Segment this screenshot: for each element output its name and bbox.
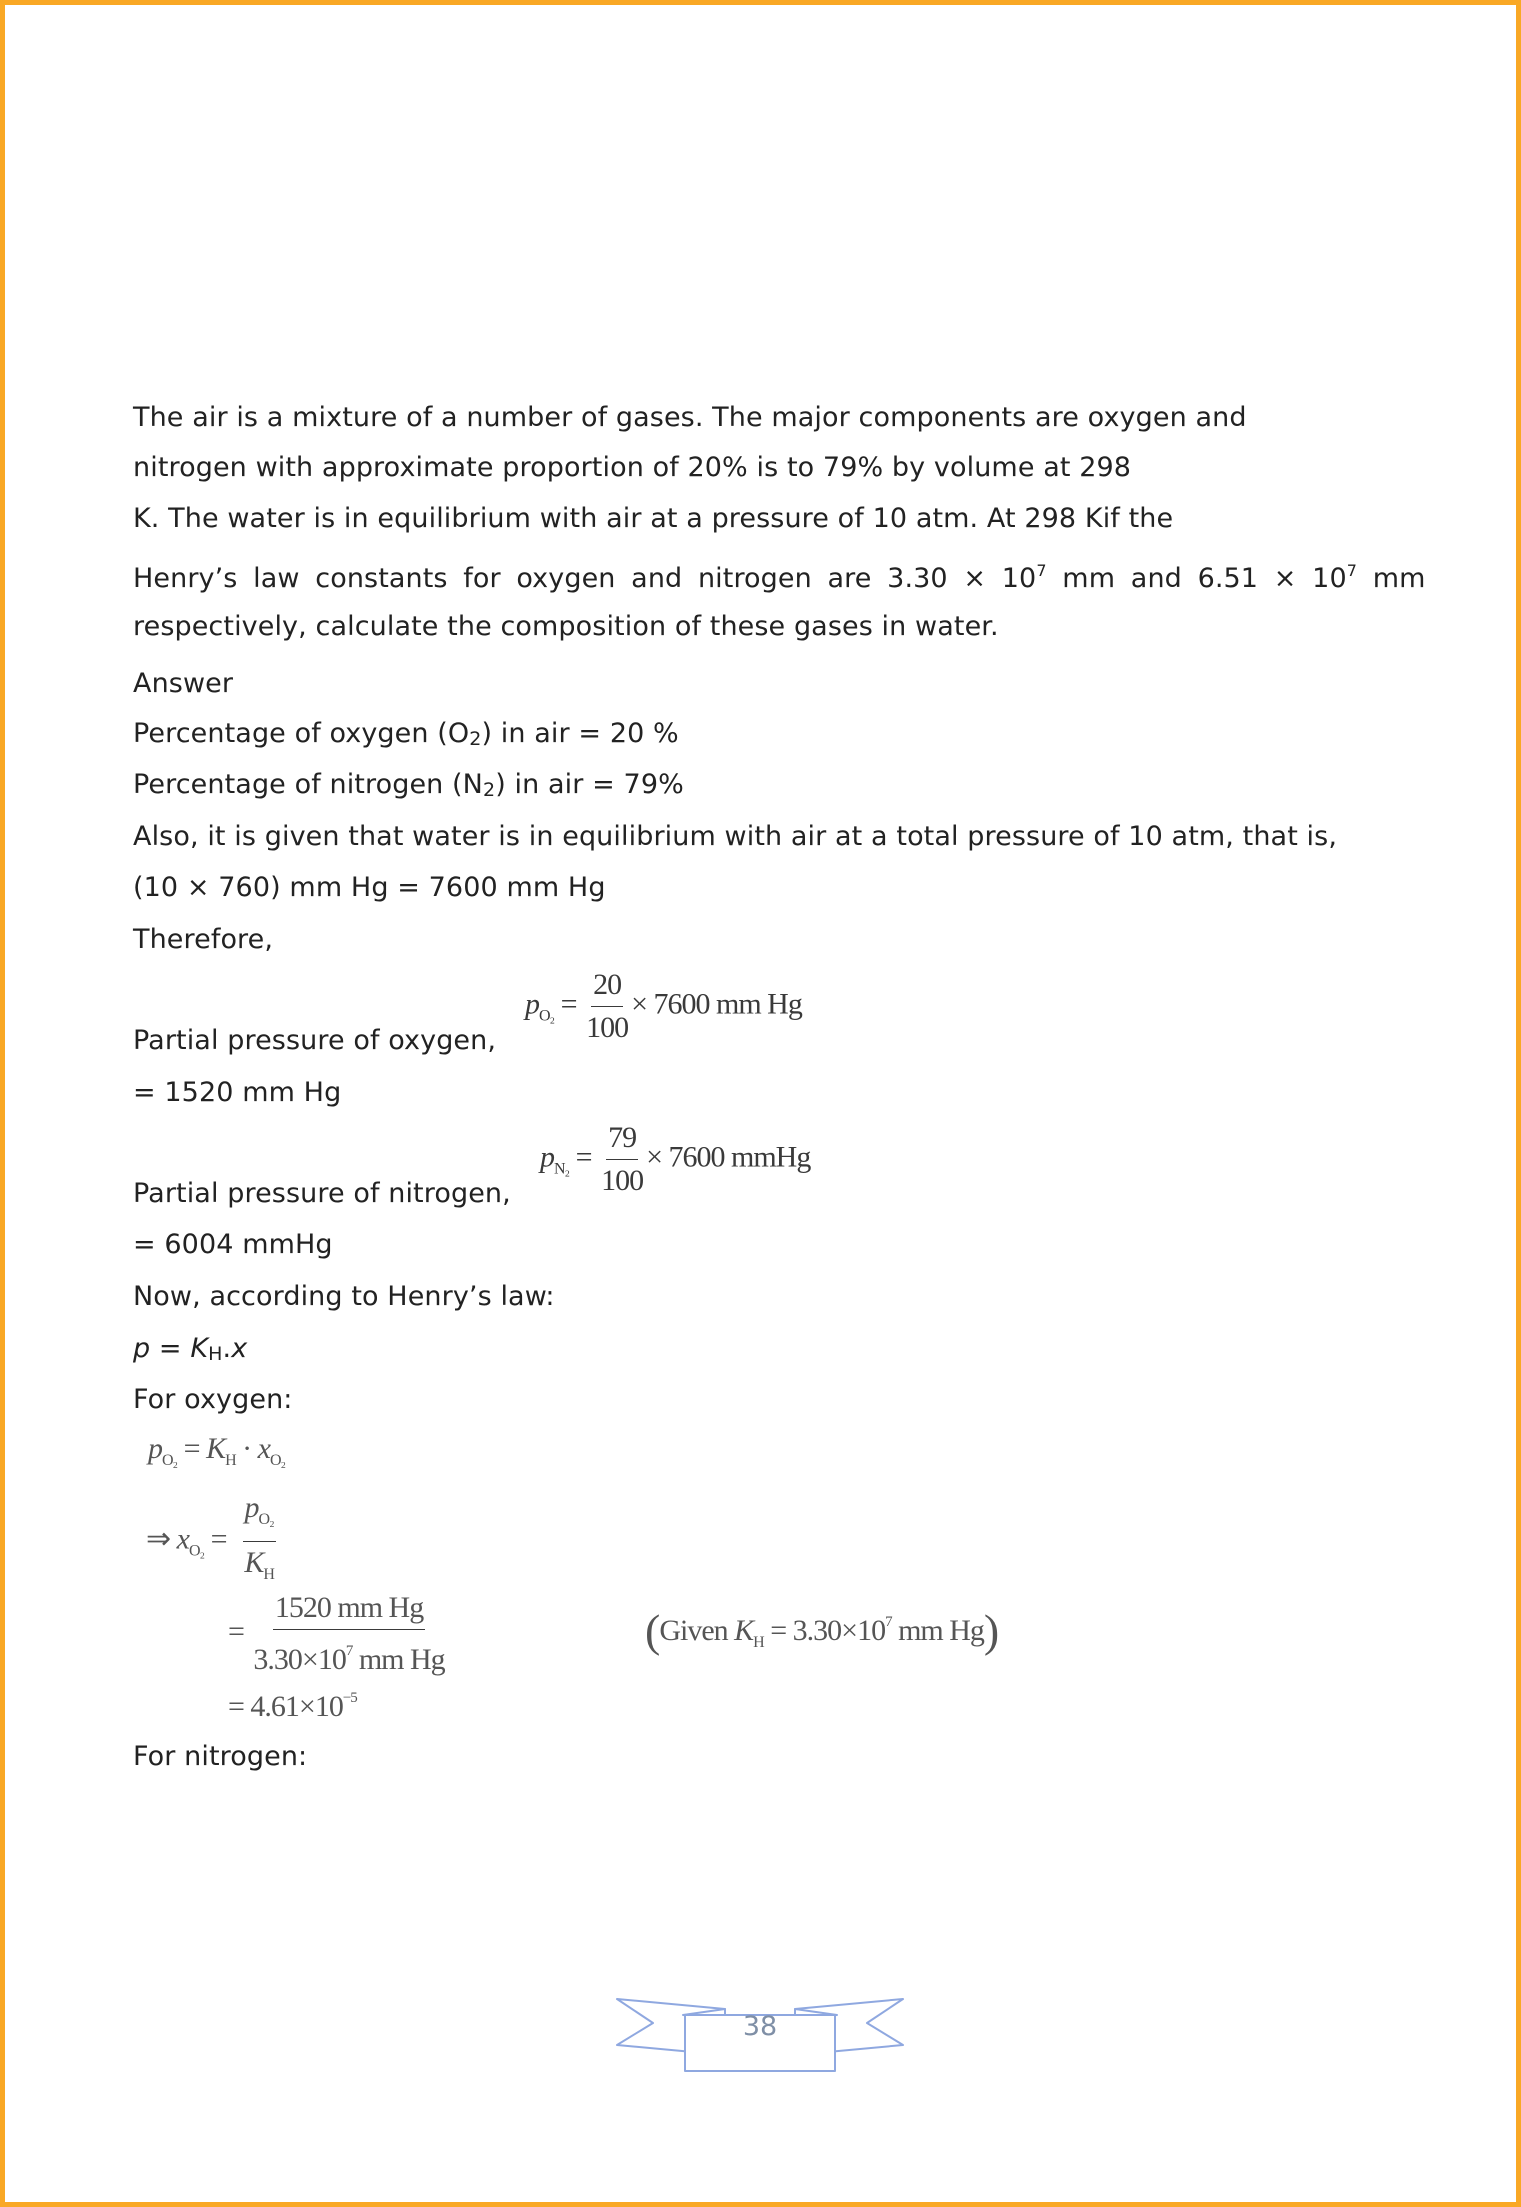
question-line-1: The air is a mixture of a number of gases. The major components are oxygen and bbox=[133, 402, 1247, 433]
nitrogen-percentage: Percentage of nitrogen (N2) in air = 79% bbox=[133, 769, 684, 801]
fraction: $\frac{p_{O_2}}{K_H}$ bbox=[243, 1488, 276, 1595]
equilibrium-line: Also, it is given that water is in equilibrium with air at a total pressure of 10 atm, that is, bbox=[133, 821, 1338, 852]
total-pressure: (10 × 760) mm Hg = 7600 mm Hg bbox=[133, 872, 606, 903]
question-line-2: nitrogen with approximate proportion of 20% is to 79% by volume at 298 bbox=[133, 452, 1132, 483]
given-kh-note: (Given $K_H = 3.30\times 10^7$ mm Hg) bbox=[645, 1605, 999, 1656]
for-oxygen-label: For oxygen: bbox=[133, 1384, 293, 1415]
for-nitrogen-label: For nitrogen: bbox=[133, 1741, 308, 1772]
fraction: $\frac{\text{1520 mm Hg}}{3.30\times 10^7 mm Hg}$ bbox=[253, 1588, 444, 1680]
oxygen-percentage: Percentage of oxygen (O2) in air = 20 % bbox=[133, 718, 679, 750]
question-line-3: K. The water is in equilibrium with air at a pressure of 10 atm. At 298 Kif the bbox=[133, 503, 1174, 534]
pp-oxygen-equation: $p_{O_2}$ = $\frac{20}{100}$ × 7600 mm Hg bbox=[525, 965, 802, 1048]
fraction: $\frac{79}{100}$ bbox=[601, 1118, 643, 1201]
page-number: 38 bbox=[742, 2011, 778, 2042]
question-line-5: respectively, calculate the composition of these gases in water. bbox=[133, 611, 999, 642]
oxygen-step-2: ⇒ $x_{O_2}$ = $\frac{p_{O_2}}{K_H}$ bbox=[146, 1488, 279, 1595]
page-number-banner bbox=[615, 1985, 905, 2085]
answer-heading: Answer bbox=[133, 668, 234, 699]
henry-formula: p = KH.x bbox=[133, 1333, 248, 1365]
pp-nitrogen-label: Partial pressure of nitrogen, bbox=[133, 1178, 511, 1209]
fraction: $\frac{20}{100}$ bbox=[586, 965, 628, 1048]
pp-oxygen-label: Partial pressure of oxygen, bbox=[133, 1025, 497, 1056]
oxygen-step-3: = $\frac{\text{1520 mm Hg}}{3.30\times 10^7 mm Hg}$ bbox=[228, 1588, 448, 1680]
therefore-label: Therefore, bbox=[133, 924, 274, 955]
pp-nitrogen-equation: $p_{N_2}$ = $\frac{79}{100}$ × 7600 mmHg bbox=[540, 1118, 810, 1201]
oxygen-step-1: $p_{O_2} = K_H \cdot x_{O_2}$ bbox=[148, 1432, 286, 1469]
pp-nitrogen-result: = 6004 mmHg bbox=[133, 1229, 333, 1260]
oxygen-step-4: = $4.61\times 10^{-5}$ bbox=[228, 1690, 357, 1723]
pp-oxygen-result: = 1520 mm Hg bbox=[133, 1077, 342, 1108]
henry-intro: Now, according to Henry’s law: bbox=[133, 1281, 555, 1312]
question-line-4: Henry’s law constants for oxygen and nitrogen are $3.30 \times 10^7$ mm and $6.51 \times 10^7$ mm bbox=[133, 561, 1426, 594]
